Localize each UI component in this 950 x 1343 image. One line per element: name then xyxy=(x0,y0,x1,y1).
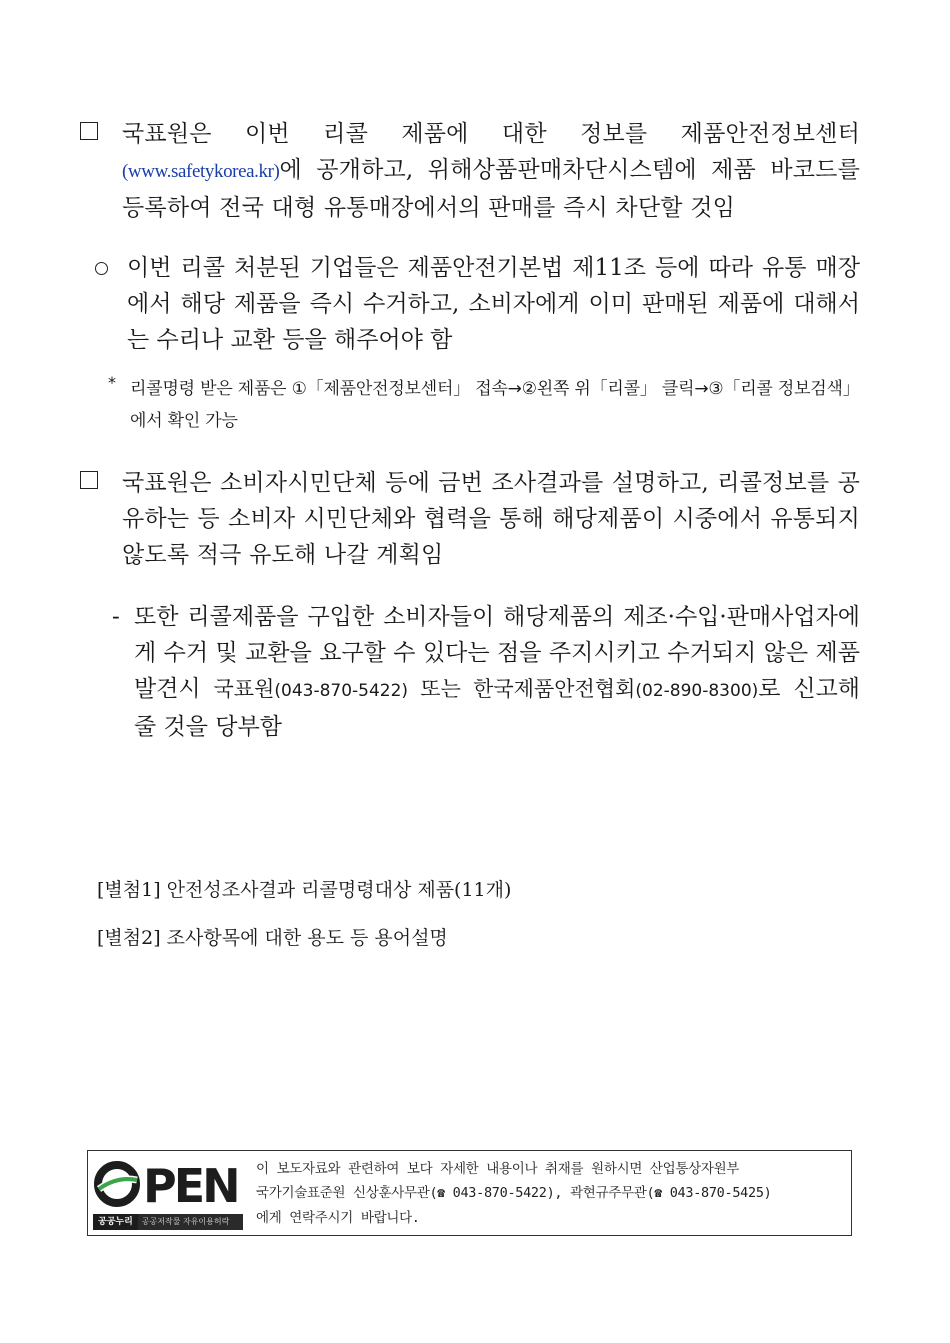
phone-kps: (02-890-8300) xyxy=(635,681,759,701)
sub-bullet-1-text: 이번 리콜 처분된 기업들은 제품안전기본법 제11조 등에 따라 유통 매장에서 해당 제품을 즉시 수거하고, 소비자에게 이미 판매된 제품에 대해서는 수리나 교환 등을 해주어야 함 xyxy=(127,255,860,353)
section-1-text-before: 국표원은 이번 리콜 제품에 대한 정보를 제품안전정보센터 xyxy=(122,121,860,147)
section-2 xyxy=(80,465,860,573)
svg-text:PEN: PEN xyxy=(143,1159,238,1212)
connector-text: 또는 xyxy=(408,677,474,701)
kogl-open-logo xyxy=(93,1156,243,1230)
footer-line-3: 에게 연락주시기 바랍니다. xyxy=(256,1210,420,1226)
sub-bullet-1 xyxy=(95,250,860,358)
safetykorea-link[interactable]: (www.safetykorea.kr) xyxy=(122,161,280,182)
dash-marker: - xyxy=(112,604,120,630)
open-logo-icon xyxy=(93,1156,243,1212)
section-1 xyxy=(80,116,860,226)
attachment-1: [별첨1] 안전성조사결과 리콜명령대상 제품(11개) xyxy=(97,879,512,901)
attachment-2: [별첨2] 조사항목에 대한 용도 등 용어설명 xyxy=(97,927,448,949)
note-1 xyxy=(108,373,860,437)
section-1-text-after: 에 공개하고, 위해상품판매차단시스템에 제품 바코드를 등록하여 전국 대형 유통매장에서의 판매를 즉시 차단할 것임 xyxy=(122,157,860,221)
footer-line-2: 국가기술표준원 신상훈사무관(☎ 043-870-5422), 곽현규주무관(☎ 043-870-5425) xyxy=(256,1185,772,1201)
phone-icon: ☎ xyxy=(437,1186,445,1201)
phone-kats: (043-870-5422) xyxy=(274,681,409,701)
circle-bullet-icon xyxy=(95,262,108,275)
section-2-text: 국표원은 소비자시민단체 등에 금번 조사결과를 설명하고, 리콜정보를 공유하는 등 소비자 시민단체와 협력을 통해 해당제품이 시중에서 유통되지 않도록 적극 유도해 나갈 계획임 xyxy=(122,470,860,568)
footer-contact-text xyxy=(256,1157,848,1230)
dash-item-text-a: 또한 리콜제품을 구입한 소비자들이 해당제품의 제조·수입·판매사업자에게 수거 및 교환을 요구할 수 있다는 점을 주지시키고 수거되지 않은 제품 발견시 xyxy=(134,604,860,702)
contact-footer xyxy=(87,1150,852,1236)
footer-line-1: 이 보도자료와 관련하여 보다 자세한 내용이나 취재를 원하시면 산업통상자원부 xyxy=(256,1161,740,1177)
logo-strip-left: 공공누리 xyxy=(93,1214,138,1230)
checkbox-square-icon xyxy=(80,471,98,489)
dash-item-text-b: 로 신고해 줄 것을 당부함 xyxy=(134,676,861,740)
agency-kps: 한국제품안전협회 xyxy=(473,677,636,701)
agency-kats: 국표원 xyxy=(213,677,275,701)
phone-icon: ☎ xyxy=(654,1186,662,1201)
logo-strip-right: 공공저작물 자유이용허락 xyxy=(141,1217,230,1226)
note-1-text: 리콜명령 받은 제품은 ①「제품안전정보센터」 접속→②왼쪽 위「리콜」 클릭→③「리콜 정보검색」에서 확인 가능 xyxy=(130,379,860,431)
dash-item-1 xyxy=(112,599,860,745)
asterisk-marker: * xyxy=(108,373,116,392)
checkbox-square-icon xyxy=(80,122,98,140)
